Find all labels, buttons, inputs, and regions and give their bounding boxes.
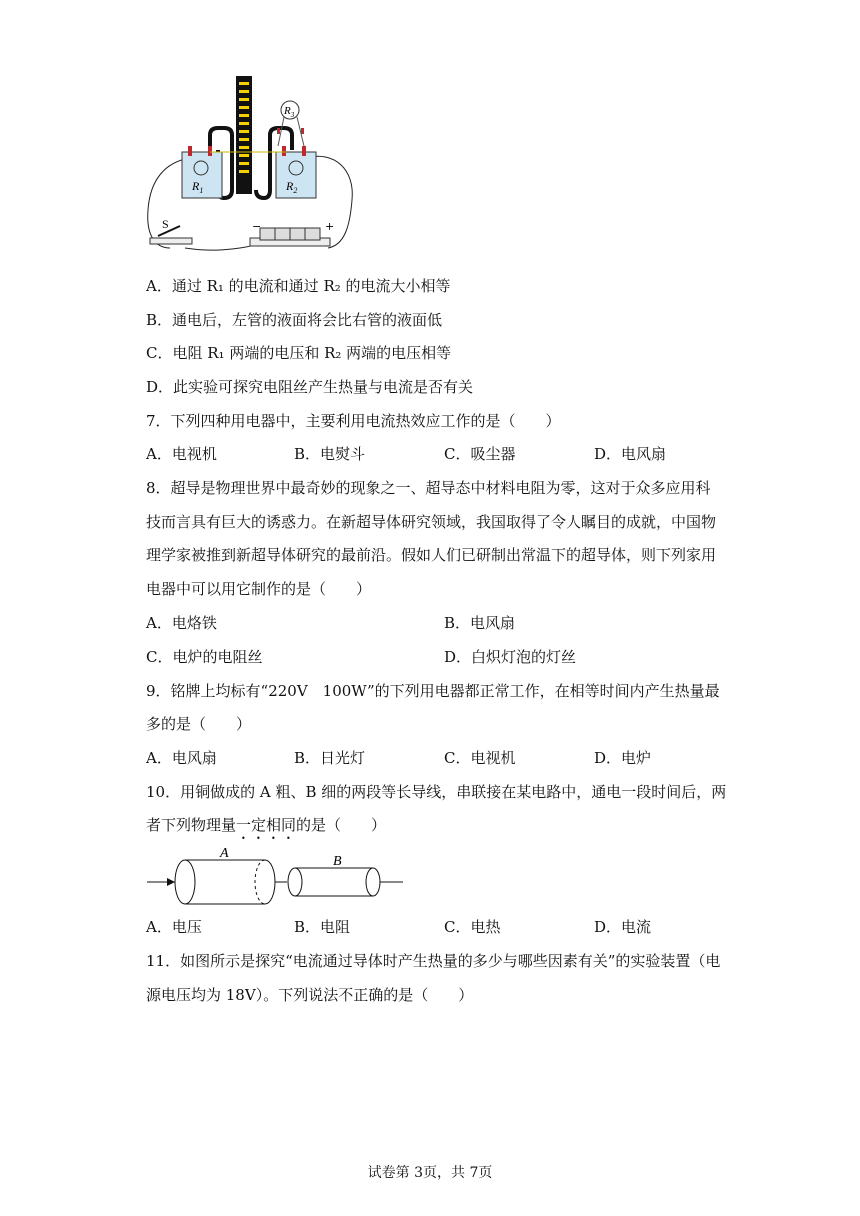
conductor-a-b-figure bbox=[145, 845, 405, 915]
minus-label: − bbox=[252, 220, 262, 233]
q8-option-c: C．电炉的电阻丝 bbox=[146, 648, 263, 666]
r2-label: $R_2$ bbox=[286, 179, 298, 195]
q7-option-d: D．电风扇 bbox=[594, 445, 667, 463]
page-footer: 试卷第 3页，共 7页 bbox=[367, 1165, 493, 1181]
q6-option-a: A．通过 R₁ 的电流和通过 R₂ 的电流大小相等 bbox=[146, 277, 451, 295]
q9-option-c: C．电视机 bbox=[444, 749, 516, 767]
q8-stem-line4: 电器中可以用它制作的是（ ） bbox=[146, 580, 372, 598]
q8-option-b: B．电风扇 bbox=[444, 614, 516, 632]
q8-option-d: D．白炽灯泡的灯丝 bbox=[444, 648, 577, 666]
label-a: A bbox=[220, 846, 229, 861]
q10-emphasis: 一定相同 bbox=[236, 816, 297, 834]
q8-stem-line1: 8．超导是物理世界中最奇妙的现象之一、超导态中材料电阻为零，这对于众多应用科 bbox=[146, 479, 711, 497]
q11-stem-line1: 11．如图所示是探究“电流通过导体时产生热量的多少与哪些因素有关”的实验装置（电 bbox=[146, 952, 721, 970]
q7-stem: 7．下列四种用电器中，主要利用电流热效应工作的是（ ） bbox=[146, 412, 561, 430]
q9-stem-line2: 多的是（ ） bbox=[146, 715, 252, 733]
q9-stem-line1: 9．铭牌上均标有“220V 100W”的下列用电器都正常工作，在相等时间内产生热量最 bbox=[146, 682, 720, 700]
q10-option-a: A．电压 bbox=[146, 918, 202, 936]
q6-option-b: B．通电后，左管的液面将会比右管的液面低 bbox=[146, 311, 443, 329]
label-b: B bbox=[333, 854, 342, 869]
joule-heating-apparatus-figure bbox=[140, 70, 370, 270]
q9-option-d: D．电炉 bbox=[594, 749, 652, 767]
q9-option-b: B．日光灯 bbox=[294, 749, 366, 767]
q11-stem-line2: 源电压均为 18V）。下列说法不正确的是（ ） bbox=[146, 986, 474, 1004]
q10-option-d: D．电流 bbox=[594, 918, 652, 936]
q8-stem-line2: 技而言具有巨大的诱惑力。在新超导体研究领域，我国取得了令人瞩目的成就，中国物 bbox=[146, 513, 717, 531]
q10-option-b: B．电阻 bbox=[294, 918, 351, 936]
r1-label: $R_1$ bbox=[192, 179, 204, 195]
switch-label: S bbox=[162, 217, 169, 231]
q6-option-d: D．此实验可探究电阻丝产生热量与电流是否有关 bbox=[146, 378, 474, 396]
r3-label: $R_3$ bbox=[284, 105, 295, 119]
q7-option-a: A．电视机 bbox=[146, 445, 217, 463]
q8-option-a: A．电烙铁 bbox=[146, 614, 217, 632]
q7-option-b: B．电熨斗 bbox=[294, 445, 366, 463]
q10-stem-line2: 者下列物理量一定相同的是（ ） bbox=[146, 816, 387, 834]
plus-label: + bbox=[325, 220, 335, 233]
q8-stem-line3: 理学家被推到新超导体研究的最前沿。假如人们已研制出常温下的超导体，则下列家用 bbox=[146, 546, 717, 564]
q7-option-c: C．吸尘器 bbox=[444, 445, 516, 463]
q6-option-c: C．电阻 R₁ 两端的电压和 R₂ 两端的电压相等 bbox=[146, 344, 452, 362]
q10-stem-line1: 10．用铜做成的 A 粗、B 细的两段等长导线，串联接在某电路中，通电一段时间后，两 bbox=[146, 783, 727, 801]
q9-option-a: A．电风扇 bbox=[146, 749, 217, 767]
q10-option-c: C．电热 bbox=[444, 918, 501, 936]
